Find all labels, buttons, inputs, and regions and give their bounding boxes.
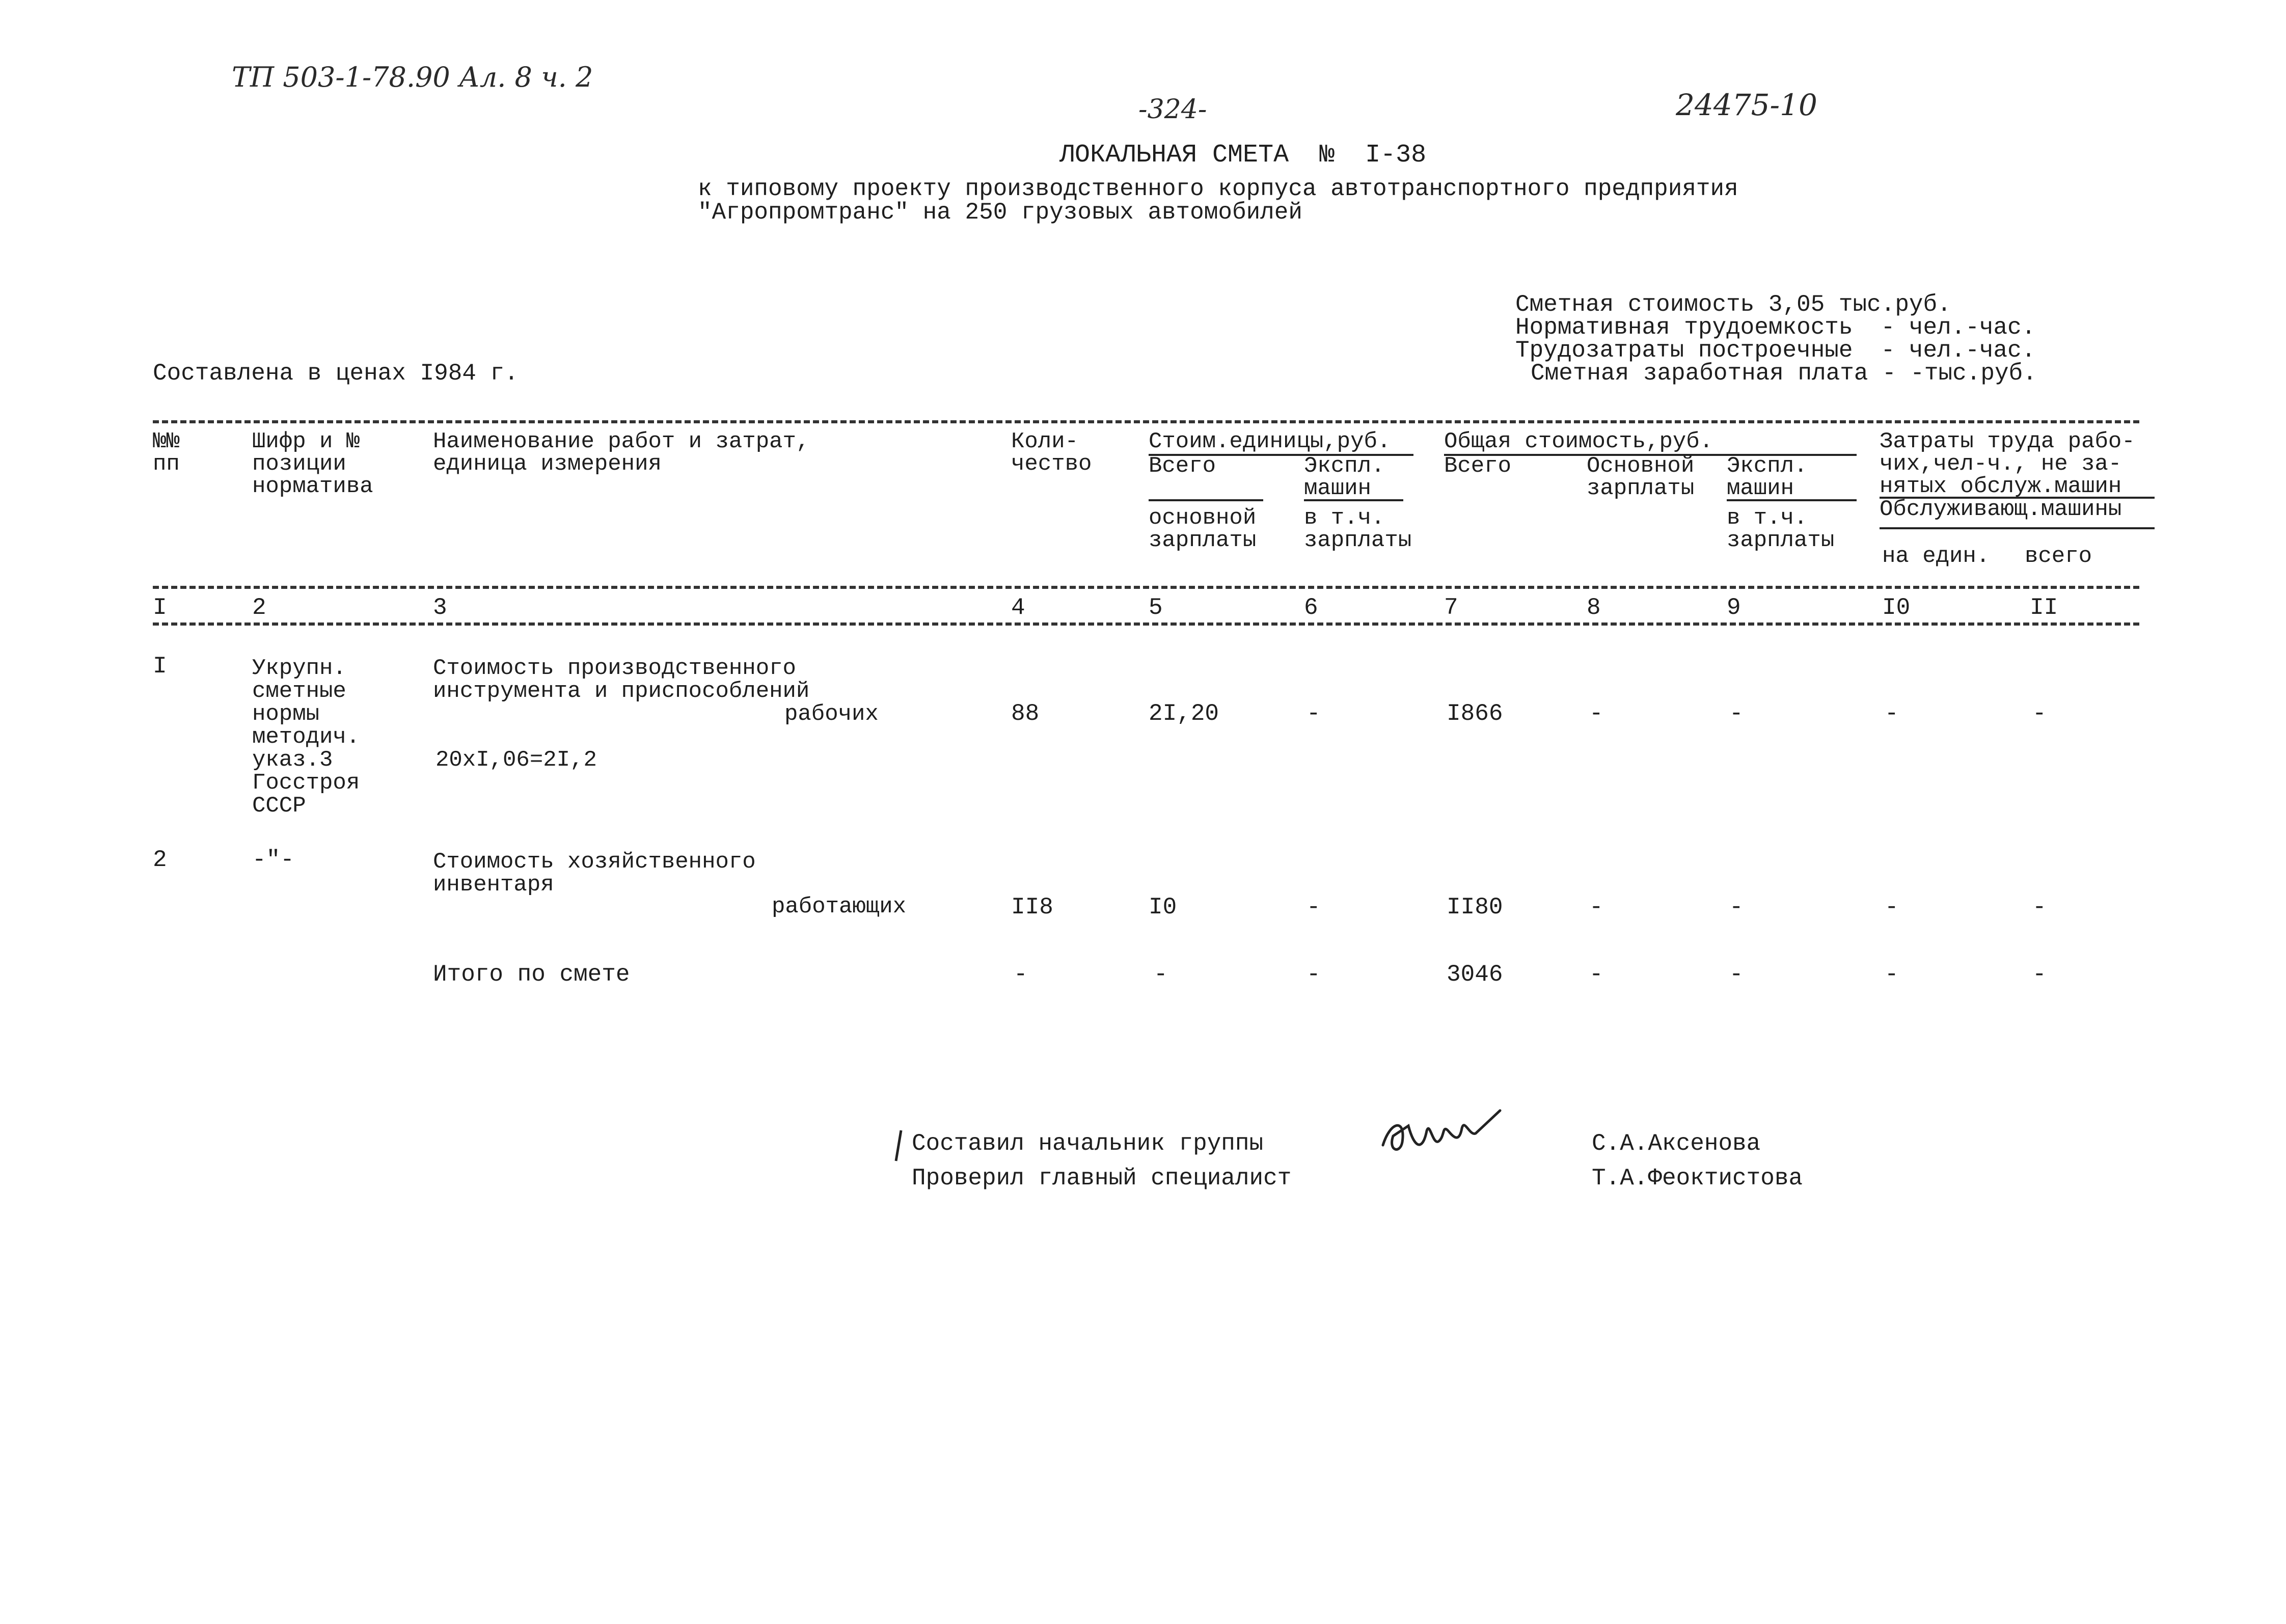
total-row-unit-total: - xyxy=(1154,961,1168,988)
header-bottom-rule xyxy=(153,586,2139,589)
col-number-6: 6 xyxy=(1304,594,1318,621)
summary-line-1: Сметная стоимость 3,05 тыс.руб. xyxy=(1515,291,1951,318)
total-row-unit-machines: - xyxy=(1307,961,1321,988)
signer-name-1: С.А.Аксенова xyxy=(1592,1130,1761,1157)
header-labor-all: всего xyxy=(2025,544,2092,569)
row2-unit: работающих xyxy=(772,894,907,919)
header-unit-machines: Экспл. машин xyxy=(1304,453,1385,501)
col-number-10: I0 xyxy=(1882,594,1911,621)
title-line-2: "Агропромтранс" на 250 грузовых автомобилей xyxy=(698,199,1302,226)
row1-number: I xyxy=(153,653,167,680)
col-numbers-rule xyxy=(153,622,2139,626)
header-work-name: Наименование работ и затрат, единица измерения xyxy=(433,429,810,477)
handwritten-signature xyxy=(1378,1105,1505,1167)
row2-total: II80 xyxy=(1447,894,1503,921)
handwritten-document-number: 24475-10 xyxy=(1676,88,1817,122)
header-unit-total: Всего xyxy=(1149,453,1216,479)
header-labor-costs: Затраты труда рабо- чих,чел-ч., не за- нятых обслуж.машин xyxy=(1880,429,2135,499)
header-total-machines-rule xyxy=(1727,499,1857,501)
signer-name-2: Т.А.Феоктистова xyxy=(1592,1165,1803,1192)
total-row-total: 3046 xyxy=(1447,961,1503,988)
prices-note: Составлена в ценах I984 г. xyxy=(153,360,519,387)
checked-by-label: Проверил главный специалист xyxy=(912,1165,1292,1192)
total-row-labor-all: - xyxy=(2032,961,2047,988)
col-number-11: II xyxy=(2030,594,2058,621)
row1-quantity: 88 xyxy=(1011,700,1040,727)
total-row-label: Итого по смете xyxy=(433,961,630,988)
col-number-5: 5 xyxy=(1149,594,1163,621)
total-row-basic-wage: - xyxy=(1589,961,1603,988)
header-unit-basic-wage: основной зарплаты xyxy=(1149,505,1257,553)
header-unit-total-rule xyxy=(1149,499,1263,501)
handwritten-page-number: -324- xyxy=(1138,94,1207,125)
row1-norm-code: Укрупн. сметные нормы методич. указ.3 Госстроя СССР xyxy=(252,656,360,819)
header-total-total: Всего xyxy=(1444,453,1512,479)
summary-line-3: Трудозатраты построечные - чел.-час. xyxy=(1515,337,2036,364)
row1-work-name: Стоимость производственного инструмента и приспособлений xyxy=(433,656,810,704)
title-line-1: к типовому проекту производственного корпуса автотранспортного предприятия xyxy=(698,176,1738,202)
col-number-3: 3 xyxy=(433,594,447,621)
row2-machines: - xyxy=(1729,894,1744,921)
header-labor-service-rule xyxy=(1880,527,2155,529)
header-norm-code: Шифр и № позиции норматива xyxy=(252,429,373,499)
col-number-2: 2 xyxy=(252,594,266,621)
row2-quantity: II8 xyxy=(1011,894,1053,921)
header-total-machines: Экспл. машин xyxy=(1727,453,1808,501)
row2-work-name: Стоимость хозяйственного инвентаря xyxy=(433,849,756,898)
row1-total: I866 xyxy=(1447,700,1503,727)
header-quantity: Коли- чество xyxy=(1011,429,1092,477)
row1-unit: рабочих xyxy=(784,701,879,727)
margin-mark xyxy=(894,1128,904,1164)
row2-basic-wage: - xyxy=(1589,894,1603,921)
summary-line-2: Нормативная трудоемкость - чел.-час. xyxy=(1515,314,2036,341)
header-total-cost-group: Общая стоимость,руб. xyxy=(1444,430,1857,456)
row1-basic-wage: - xyxy=(1589,700,1603,727)
row1-unit-machines: - xyxy=(1307,700,1321,727)
row1-calculation: 20хI,06=2I,2 xyxy=(436,747,597,773)
header-unit-machines-rule xyxy=(1304,499,1403,501)
table-top-rule xyxy=(153,420,2139,423)
col-number-8: 8 xyxy=(1587,594,1601,621)
total-row-quantity: - xyxy=(1014,961,1028,988)
col-number-9: 9 xyxy=(1727,594,1741,621)
row2-labor-per-unit: - xyxy=(1885,894,1899,921)
compiled-by-label: Составил начальник группы xyxy=(912,1130,1264,1157)
total-row-machines: - xyxy=(1729,961,1744,988)
total-row-labor-per-unit: - xyxy=(1885,961,1899,988)
header-labor-per-unit: на един. xyxy=(1882,544,1990,569)
header-total-incl-wage: в т.ч. зарплаты xyxy=(1727,505,1835,553)
row1-labor-per-unit: - xyxy=(1885,700,1899,727)
col-number-1: I xyxy=(153,594,167,621)
handwritten-doc-code: ТП 503-1-78.90 Ал. 8 ч. 2 xyxy=(232,61,593,93)
row2-norm-code: -"- xyxy=(252,847,294,873)
row2-number: 2 xyxy=(153,847,167,873)
header-unit-incl-wage: в т.ч. зарплаты xyxy=(1304,505,1412,553)
col-number-7: 7 xyxy=(1444,594,1458,621)
row1-machines: - xyxy=(1729,700,1744,727)
row1-labor-all: - xyxy=(2032,700,2047,727)
row1-unit-total: 2I,20 xyxy=(1149,700,1219,727)
row2-unit-total: I0 xyxy=(1149,894,1177,921)
header-unit-cost-group: Стоим.единицы,руб. xyxy=(1149,430,1413,456)
summary-line-4: Сметная заработная плата - -тыс.руб. xyxy=(1531,360,2037,387)
estimate-title: ЛОКАЛЬНАЯ СМЕТА № I-38 xyxy=(1059,141,1427,170)
row2-labor-all: - xyxy=(2032,894,2047,921)
header-row-number: №№ пп xyxy=(153,429,180,477)
col-number-4: 4 xyxy=(1011,594,1025,621)
header-total-basic-wage: Основной зарплаты xyxy=(1587,453,1695,501)
header-labor-service-machines: Обслуживающ.машины xyxy=(1880,497,2122,522)
row2-unit-machines: - xyxy=(1307,894,1321,921)
